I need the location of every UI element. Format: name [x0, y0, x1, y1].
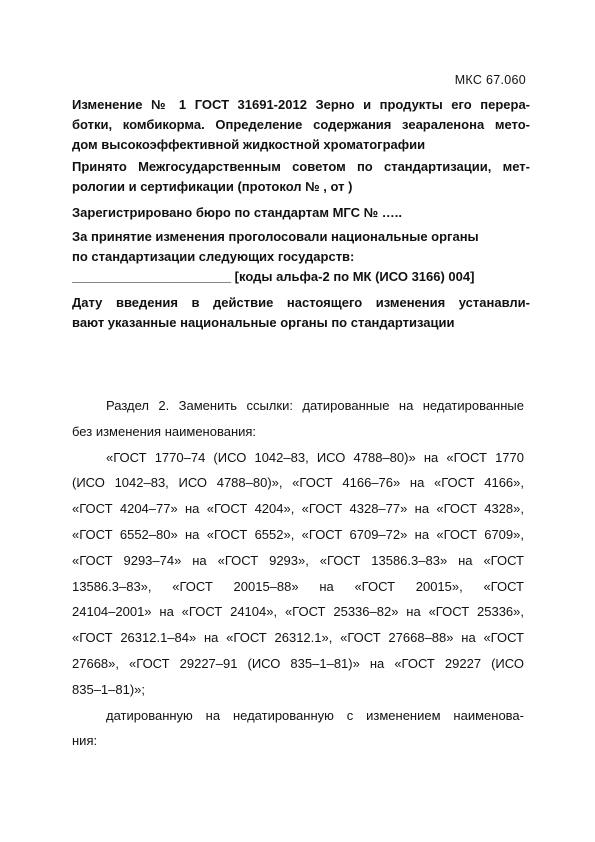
accepted-line: рологии и сертификации (протокол № , от ): [72, 179, 353, 194]
dated-line: датированную на недатированную с изменением наименова-: [106, 707, 524, 723]
section-line: Раздел 2. Заменить ссылки: датированные на недатированные: [106, 398, 524, 413]
reference-text: 835–1–81)»;: [72, 681, 146, 697]
title-line: ботки, комбикорма. Определение содержания зеараленона мето-: [72, 117, 530, 132]
country-codes-line: ______________________ [коды альфа-2 по МК (ИСО 3166) 004]: [72, 269, 475, 284]
section-text: [72, 393, 524, 754]
reference-line: [72, 522, 524, 548]
reference-line: [72, 651, 524, 677]
title-line: дом высокоэффективной жидкостной хроматографии: [72, 137, 426, 152]
reference-line: [72, 496, 524, 522]
reference-line: [72, 625, 524, 651]
date-line: Дату введения в действие настоящего изменения устанавли-: [72, 295, 530, 310]
reference-text: «ГОСТ 26312.1–84» на «ГОСТ 26312.1», «ГОСТ 27668–88» на «ГОСТ: [72, 630, 524, 646]
reference-line: [72, 548, 524, 574]
voting-statement: [72, 227, 530, 287]
voted-line: по стандартизации следующих государств:: [72, 249, 355, 264]
reference-text: на «ГОСТ 1770: [415, 449, 524, 465]
reference-replacements: [72, 445, 524, 703]
date-line: вают указанные национальные органы по стандартизации: [72, 315, 455, 330]
reference-text: 27668», «ГОСТ 29227–91 (ИСО 835–1–81)» на «ГОСТ 29227 (ИСО: [72, 655, 524, 671]
reference-text: 13586.3–83», «ГОСТ 20015–88» на «ГОСТ 20015», «ГОСТ: [72, 578, 524, 594]
section-line: без изменения наименования:: [72, 423, 257, 439]
reference-line: [72, 445, 524, 471]
reference-text: «ГОСТ 6552–80» на «ГОСТ 6552», «ГОСТ 6709–72» на «ГОСТ 6709»,: [72, 526, 524, 542]
reference-text: «ГОСТ 1770–74 (ИСО 1042–83, ИСО 4788–80)»: [106, 449, 416, 465]
reference-text: «ГОСТ 9293–74» на «ГОСТ 9293», «ГОСТ 13586.3–83» на «ГОСТ: [72, 552, 524, 568]
classification-code: МКС 67.060: [454, 73, 526, 87]
accepted-line: Принято Межгосударственным советом по стандартизации, мет-: [72, 159, 530, 174]
effective-date-statement: [72, 293, 530, 333]
amendment-title: [72, 95, 530, 155]
voted-line: За принятие изменения проголосовали национальные органы: [72, 229, 479, 244]
reference-line: [72, 574, 524, 600]
reference-text: «ГОСТ 4204–77» на «ГОСТ 4204», «ГОСТ 4328–77» на «ГОСТ 4328»,: [72, 501, 524, 517]
reference-line: [72, 677, 524, 703]
registered-line: Зарегистрировано бюро по стандартам МГС № …..: [72, 205, 402, 220]
registration-statement: [72, 203, 530, 223]
reference-line: [72, 470, 524, 496]
reference-text: 24104–2001» на «ГОСТ 24104», «ГОСТ 25336–82» на «ГОСТ 25336»,: [72, 604, 524, 620]
accepted-statement: [72, 157, 530, 197]
reference-line: [72, 599, 524, 625]
reference-text: (ИСО 1042–83, ИСО 4788–80)», «ГОСТ 4166–76» на «ГОСТ 4166»,: [72, 475, 524, 491]
dated-line: ния:: [72, 733, 98, 749]
title-line: Изменение № 1 ГОСТ 31691-2012 Зерно и продукты его перера-: [72, 97, 530, 112]
